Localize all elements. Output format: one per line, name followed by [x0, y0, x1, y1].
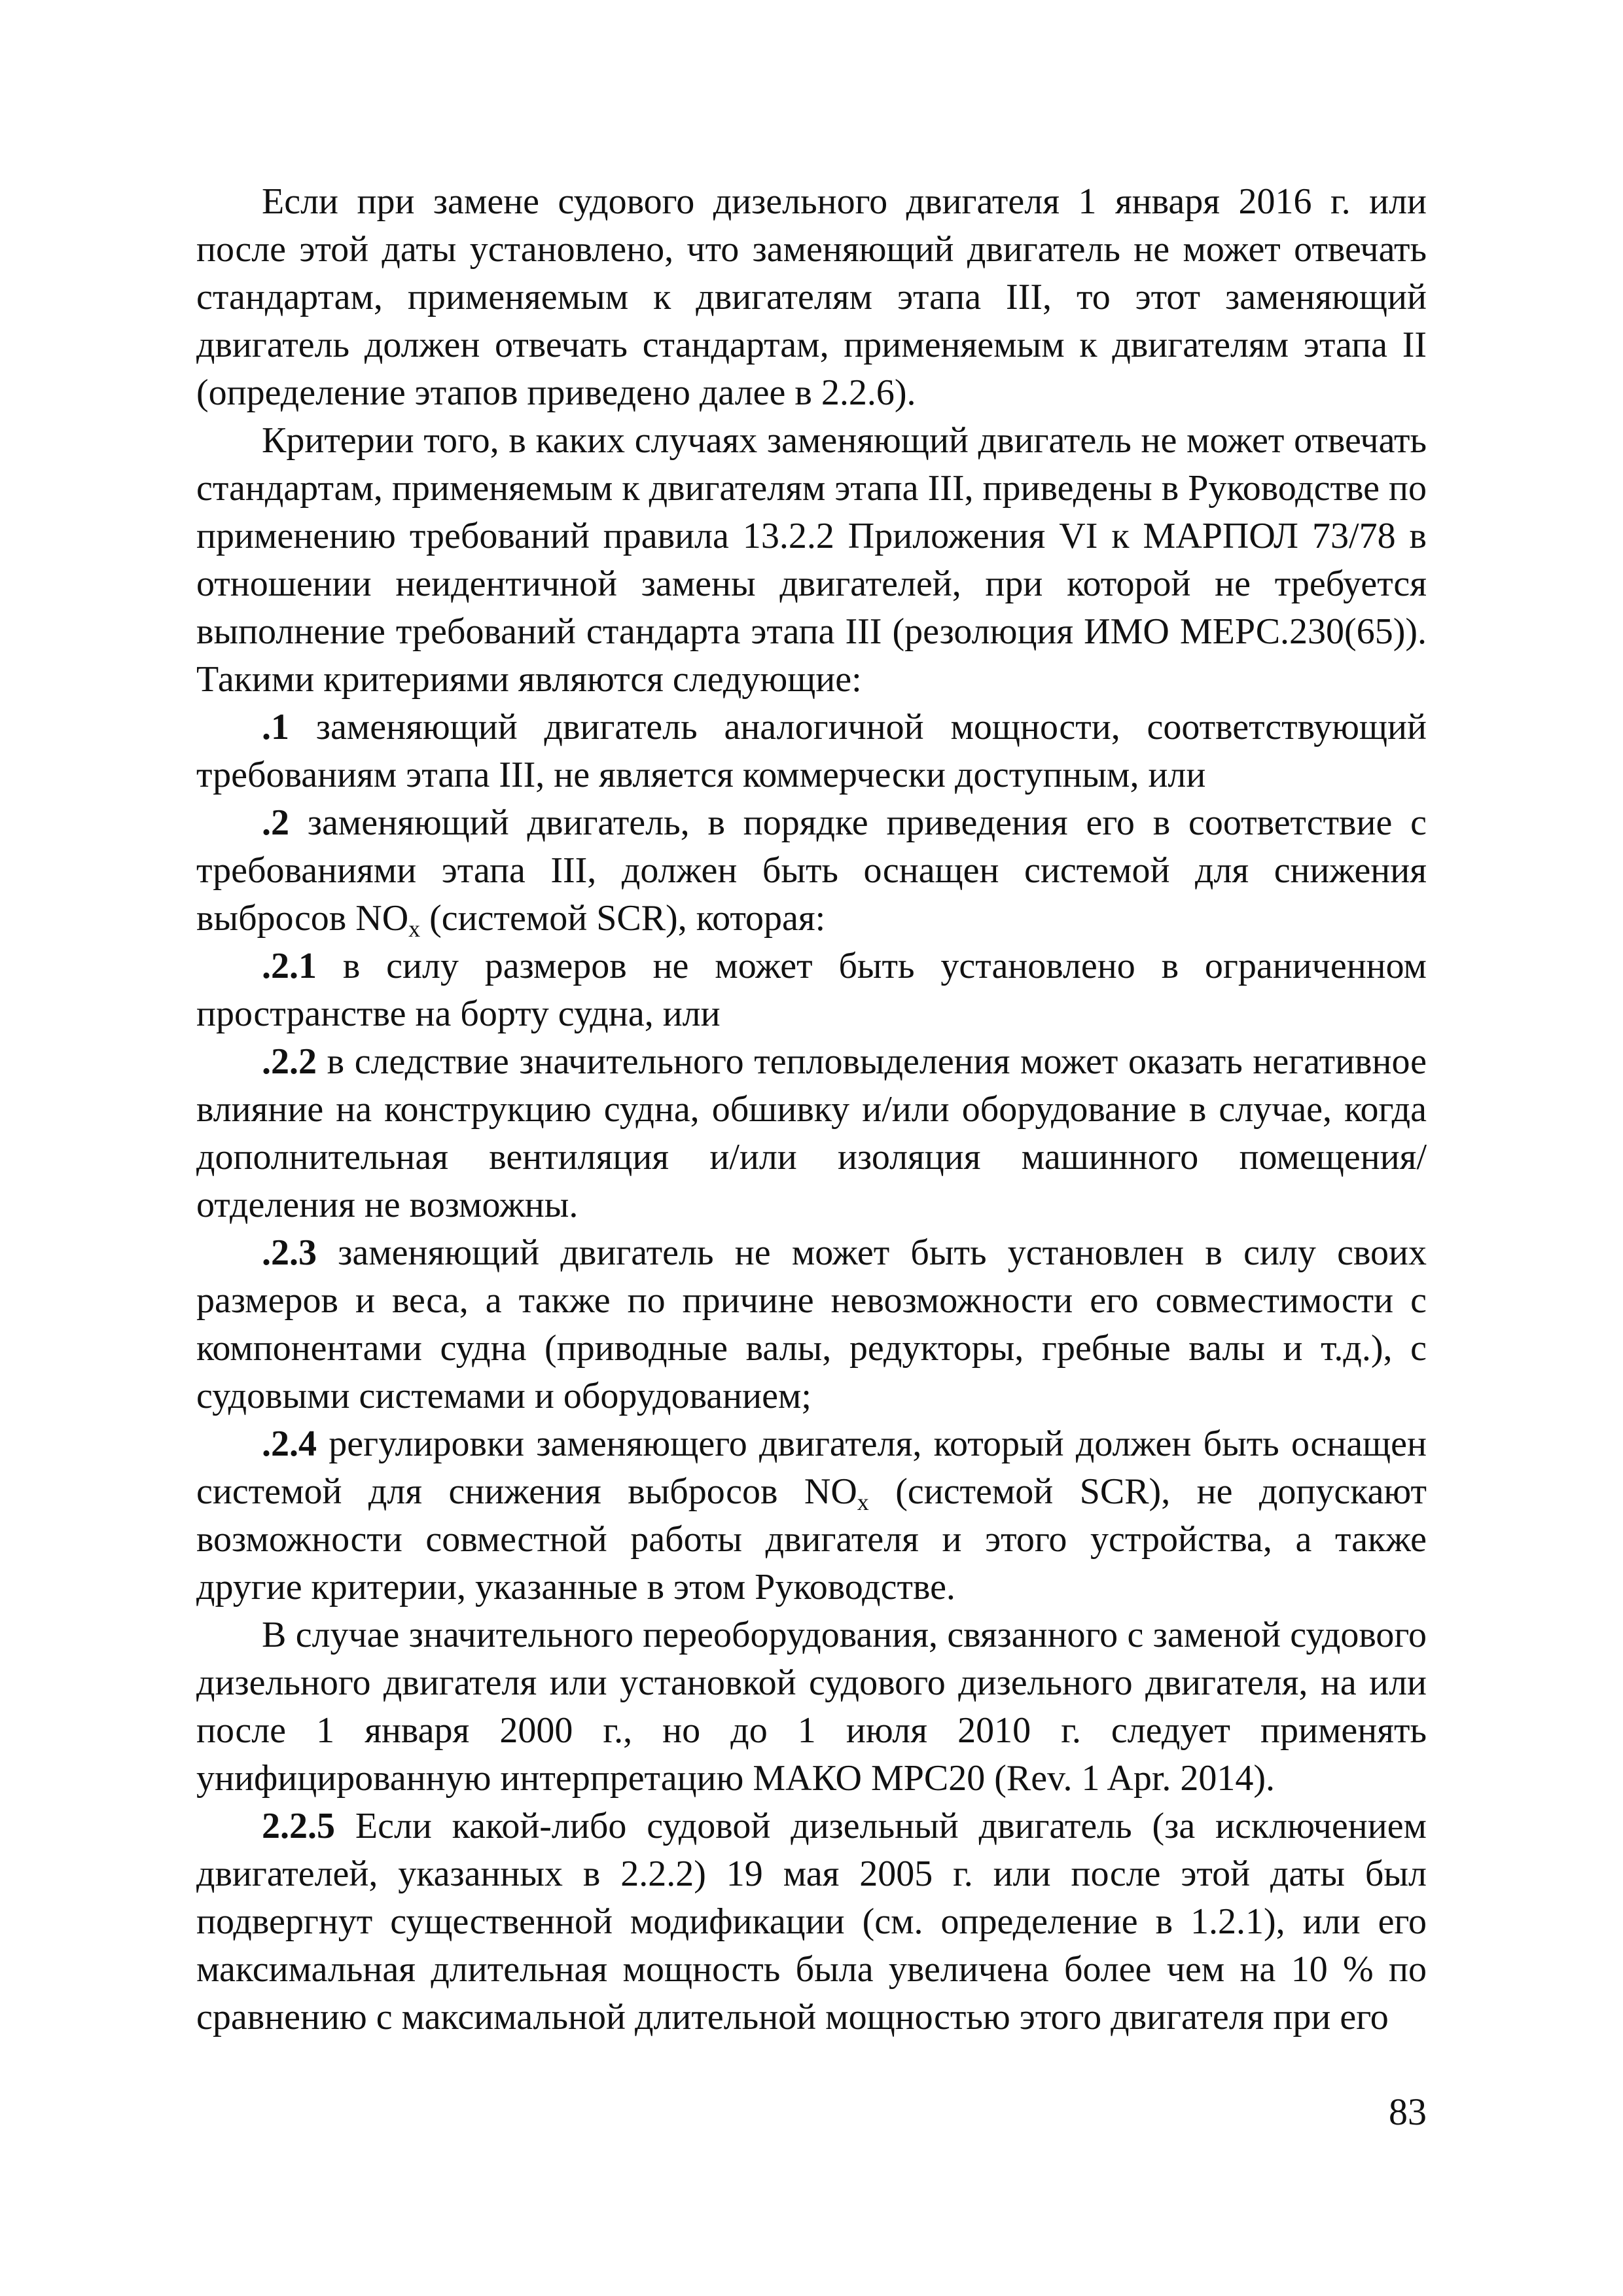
section-2-2-5-text: Если какой-либо судовой дизельный двигатель (за исключением двигателей, указанных в 2.2.2) 19 мая 2005 г. или после этой даты был подвергнут существенной модификации (см. определение в 1.2.1), или его максимальная длительная мощность была увеличена более чем на 10 % по сравнению с максимальной длительной мощностью этого двигателя при его [196, 1806, 1427, 2037]
list-item-2-3-text: заменяющий двигатель не может быть установлен в силу своих размеров и веса, а также по причине невозможности его совместимости с компонентами судна (приводные валы, редукторы, гребные валы и т.д.), с судовыми системами и оборудованием; [196, 1232, 1427, 1416]
paragraph-conversion-text: В случае значительного переоборудования, связанного с заменой судового дизельного двигателя или установкой судового дизельного двигателя, на или после 1 января 2000 г., но до 1 июля 2010 г. следует применять унифицированную интерпретацию МАКО MPC20 (Rev. 1 Apr. 2014). [196, 1615, 1427, 1799]
list-item-2-4-text-a: регулировки заменяющего двигателя, который должен быть оснащен системой для снижения выбросов NO [196, 1424, 1427, 1512]
section-2-2-5 [196, 1803, 1427, 2041]
paragraph-1 [196, 178, 1427, 417]
paragraph-1-text: Если при замене судового дизельного двигателя 1 января 2016 г. или после этой даты установлено, что заменяющий двигатель не может отвечать стандартам, применяемым к двигателям этапа III, то этот заменяющий двигатель должен отвечать стандартам, применяемым к двигателям этапа II (определение этапов приведено далее в 2.2.6). [196, 181, 1427, 413]
page-number: 83 [1389, 2090, 1427, 2133]
list-item-2-number: .2 [262, 802, 289, 843]
list-item-2-3 [196, 1229, 1427, 1420]
list-item-2-2-number: .2.2 [262, 1041, 317, 1082]
list-item-2-subscript: x [408, 916, 421, 942]
list-item-2-text-a: заменяющий двигатель, в порядке приведения его в соответствие с требованиями этапа III, должен быть оснащен системой для снижения выбросов NO [196, 802, 1427, 939]
list-item-2-1 [196, 942, 1427, 1038]
list-item-2-text-b: (системой SCR), которая: [420, 898, 826, 939]
list-item-2 [196, 799, 1427, 942]
list-item-2-4-text-b: (системой SCR), не допускают возможности совместной работы двигателя и этого устройства, а также другие критерии, указанные в этом Руководстве. [196, 1471, 1427, 1607]
document-body [196, 178, 1427, 2041]
list-item-2-2-text: в следствие значительного тепловыделения может оказать негативное влияние на конструкцию судна, обшивку и/или оборудование в случае, когда дополнительная вентиляция и/или изоляция машинного помещения/отделения не возможны. [196, 1041, 1427, 1225]
list-item-1 [196, 704, 1427, 799]
list-item-2-4-subscript: x [857, 1489, 869, 1515]
section-2-2-5-number: 2.2.5 [262, 1806, 335, 1846]
list-item-2-4-number: .2.4 [262, 1424, 317, 1464]
list-item-2-4 [196, 1420, 1427, 1611]
list-item-1-text: заменяющий двигатель аналогичной мощности, соответствующий требованиям этапа III, не является коммерчески доступным, или [196, 707, 1427, 795]
list-item-2-1-number: .2.1 [262, 946, 317, 986]
list-item-1-number: .1 [262, 707, 289, 747]
paragraph-2 [196, 417, 1427, 704]
list-item-2-2 [196, 1038, 1427, 1229]
list-item-2-3-number: .2.3 [262, 1232, 317, 1273]
paragraph-conversion [196, 1611, 1427, 1803]
paragraph-2-text: Критерии того, в каких случаях заменяющий двигатель не может отвечать стандартам, применяемым к двигателям этапа III, приведены в Руководстве по применению требований правила 13.2.2 Приложения VI к МАРПОЛ 73/78 в отношении неидентичной замены двигателей, при которой не требуется выполнение требований стандарта этапа III (резолюция ИМО МЕРС.230(65)). Такими критериями являются следующие: [196, 420, 1427, 700]
list-item-2-1-text: в силу размеров не может быть установлено в ограниченном пространстве на борту судна, или [196, 946, 1427, 1034]
